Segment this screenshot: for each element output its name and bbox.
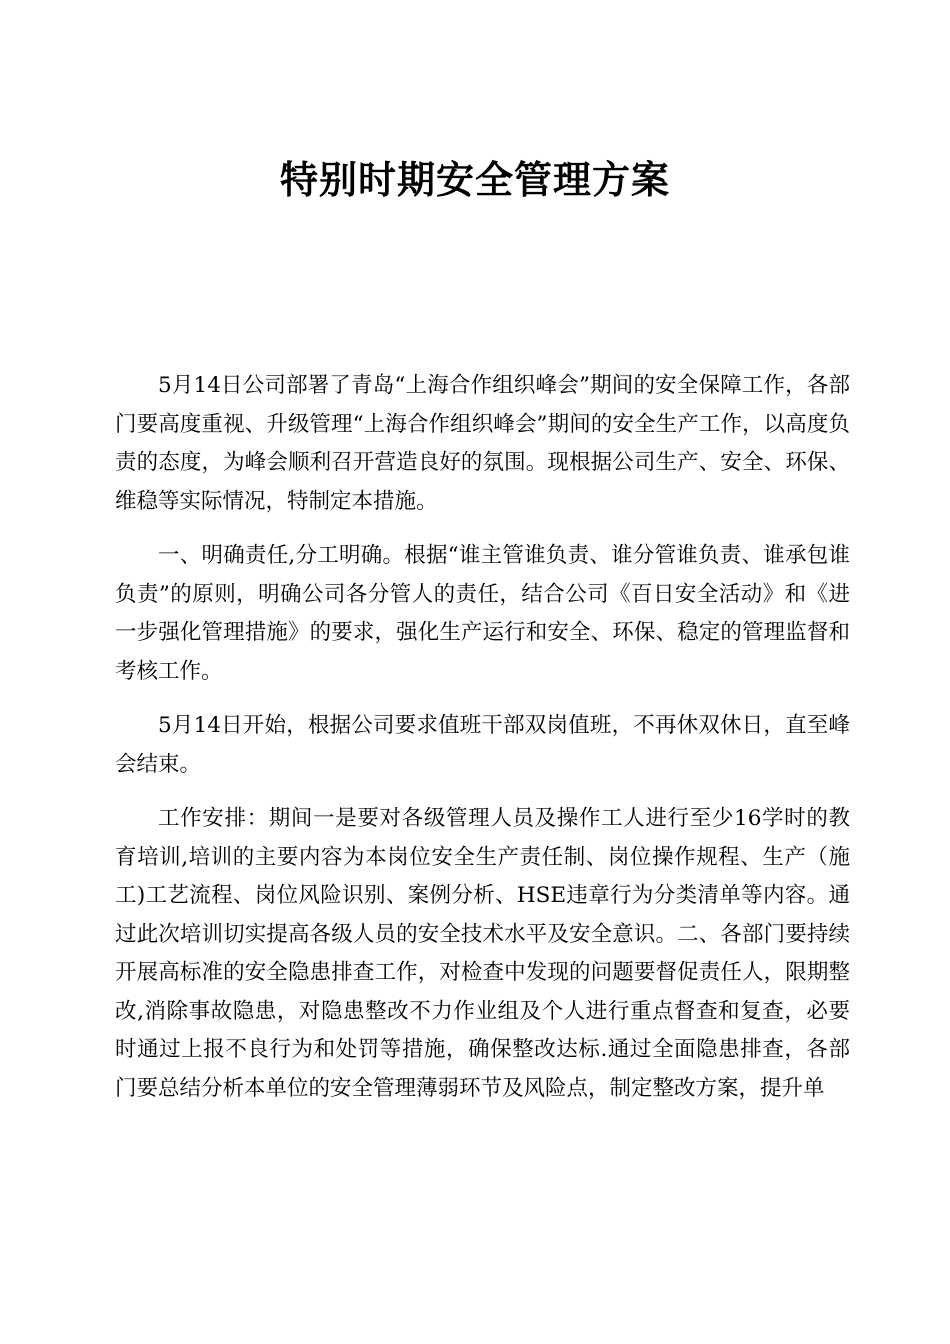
paragraph-responsibility: 一、明确责任,分工明确。根据“谁主管谁负责、谁分管谁负责、谁承包谁负责”的原则，明确公司各分管人的责任，结合公司《百日安全活动》和《进一步强化管理措施》的要求，强化生产运行和安全、环保、稳定的管理监督和考核工作。	[115, 543, 850, 684]
document-title: 特别时期安全管理方案	[279, 158, 670, 202]
paragraph-duty-schedule: 5月14日开始，根据公司要求值班干部双岗值班，不再休双休日，直至峰会结束。	[115, 713, 850, 777]
document-body	[115, 367, 850, 1124]
paragraph-intro: 5月14日公司部署了青岛“上海合作组织峰会”期间的安全保障工作，各部门要高度重视、升级管理“上海合作组织峰会”期间的安全生产工作，以高度负责的态度，为峰会顺利召开营造良好的氛围。现根据公司生产、安全、环保、维稳等实际情况，特制定本措施。	[115, 373, 850, 514]
paragraph-work-arrangement: 工作安排：期间一是要对各级管理人员及操作工人进行至少16学时的教育培训,培训的主要内容为本岗位安全生产责任制、岗位操作规程、生产（施工)工艺流程、岗位风险识别、案例分析、HSE违章行为分类清单等内容。通过此次培训切实提高各级人员的安全技术水平及安全意识。二、各部门要持续开展高标准的安全隐患排查工作，对检查中发现的问题要督促责任人，限期整改,消除事故隐患，对隐患整改不力作业组及个人进行重点督查和复查，必要时通过上报不良行为和处罚等措施，确保整改达标.通过全面隐患排查，各部门要总结分析本单位的安全管理薄弱环节及风险点，制定整改方案，提升单	[115, 806, 850, 1101]
